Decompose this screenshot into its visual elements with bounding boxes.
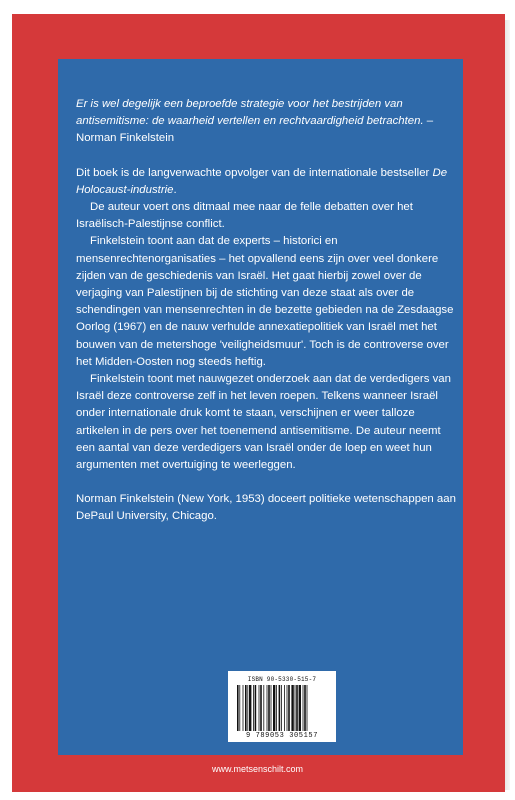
quote-text: Er is wel degelijk een beproefde strategie voor het bestrijden van antisemitisme: de waarheid vertellen en rechtvaardigheid betrachten. xyxy=(76,98,424,128)
barcode-bar xyxy=(245,685,247,731)
back-cover-text xyxy=(76,96,456,526)
barcode-bar xyxy=(271,685,272,731)
barcode-bar xyxy=(237,685,239,731)
barcode-bar xyxy=(276,685,277,731)
barcode-bar xyxy=(243,685,244,731)
barcode-bar xyxy=(287,685,288,731)
isbn-text: ISBN 90-5330-515-7 xyxy=(247,676,317,683)
publisher-website: www.metsenschilt.com xyxy=(211,764,304,774)
barcode-bar xyxy=(279,685,281,731)
barcode-bar xyxy=(307,685,308,731)
barcode-bar xyxy=(288,685,290,731)
quote-author: – Norman Finkelstein xyxy=(76,115,434,145)
barcode-bar xyxy=(303,685,304,731)
paragraph-3: Finkelstein toont met nauwgezet onderzoek aan dat de verdedigers van Israël deze controverse zelf in het leven roepen. Telkens wanneer Israël onder internationale druk komt te staan, verschijnen er weer talloze artikelen in de pers over het toenemend antisemitisme. De auteur neemt een aantal van deze verdedigers van Israël onder de loep en weet hun argumenten met overtuiging te weerleggen. xyxy=(76,373,451,472)
barcode-bar xyxy=(291,685,293,731)
barcode-bar xyxy=(239,685,240,731)
paragraph-1: De auteur voert ons ditmaal mee naar de felle debatten over het Israëlisch-Palestijnse conflict. xyxy=(76,201,413,231)
barcode-bar xyxy=(263,685,264,731)
barcode-bar xyxy=(299,685,301,731)
barcode-label xyxy=(228,671,336,742)
barcode-bar xyxy=(304,685,306,731)
epigraph-quote xyxy=(76,96,456,148)
barcode-bar xyxy=(260,685,262,731)
barcode-bar xyxy=(259,685,260,731)
barcode-bar xyxy=(255,685,257,731)
paragraph-2: Finkelstein toont aan dat de experts – historici en mensenrechtenorganisaties – het opvallend eens zijn over veel donkere zijden van de geschiedenis van Israël. Het gaat hierbij zowel over de verjaging van Palestijnen bij de stichting van deze staat als over de schendingen van mensenrechten in de bezette gebieden na de Zesdaagse Oorlog (1967) en de nauw verhulde annexatiepolitiek van Israël met het bouwen van de metershoge 'veiligheidsmuur'. Toch is de controverse over het Midden-Oosten nog steeds heftig. xyxy=(76,235,454,368)
barcode-bar xyxy=(253,685,254,731)
intro-before: Dit boek is de langverwachte opvolger van de internationale bestseller xyxy=(76,166,433,179)
barcode-bar xyxy=(281,685,282,731)
barcode-bar xyxy=(267,685,268,731)
ean-number: 9 789053 305157 xyxy=(245,732,318,740)
barcode-bar xyxy=(296,685,298,731)
page-edges xyxy=(505,20,510,790)
author-bio: Norman Finkelstein (New York, 1953) doceert politieke wetenschappen aan DePaul University, Chicago. xyxy=(76,493,456,523)
barcode-bar xyxy=(247,685,248,731)
barcode-bar xyxy=(284,685,285,731)
barcode-bar xyxy=(295,685,296,731)
barcode-bar xyxy=(273,685,275,731)
intro-after: . xyxy=(173,183,177,196)
barcode-bar xyxy=(249,685,251,731)
book-title-reference: De Holocaust-industrie xyxy=(76,166,448,196)
barcode-bars xyxy=(236,685,328,731)
barcode-bar xyxy=(268,685,270,731)
intro-paragraph xyxy=(76,165,456,199)
